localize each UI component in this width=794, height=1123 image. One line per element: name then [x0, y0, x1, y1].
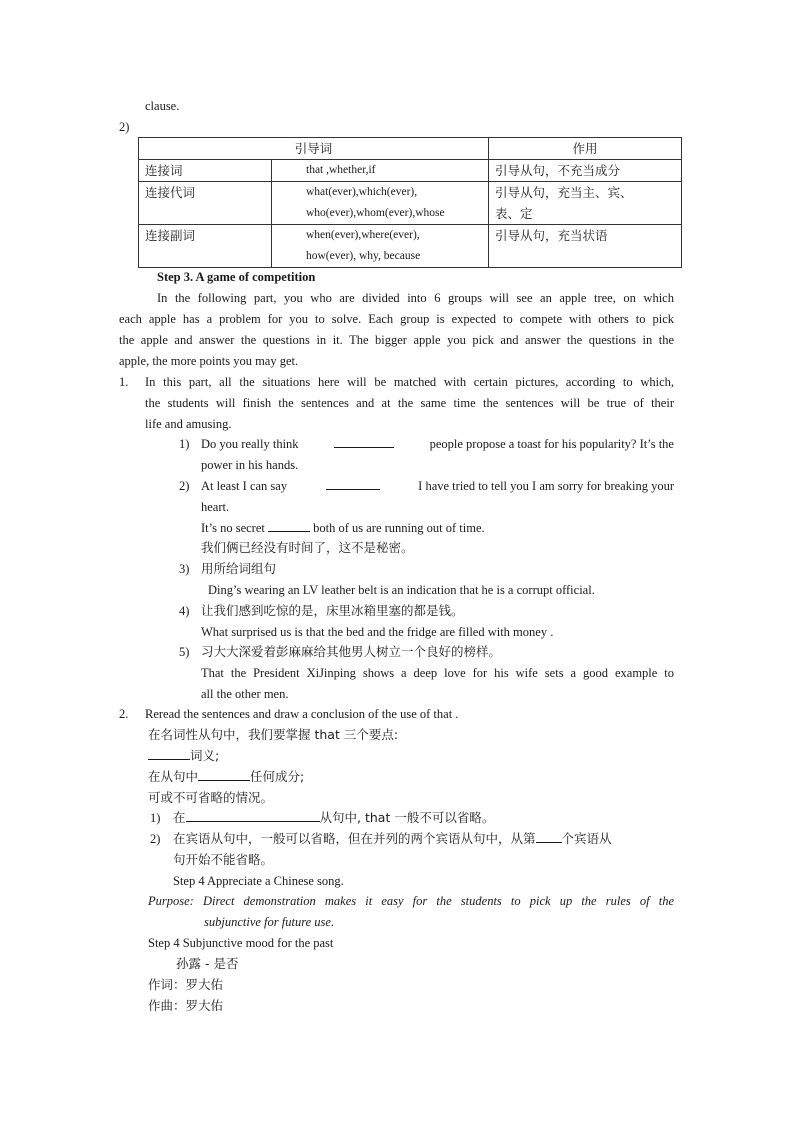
sub4-number: 4) — [179, 604, 190, 618]
item2-number: 2. — [119, 707, 129, 721]
sub1-number: 1) — [179, 437, 190, 451]
rule2-text-after: 个宾语从 — [561, 831, 612, 846]
point1-line — [148, 746, 219, 766]
sub4-english: What surprised us is that the bed and the fridge are filled with money . — [201, 625, 554, 639]
table-header-cell: 作用 — [489, 138, 682, 160]
rule2-blank[interactable] — [536, 829, 562, 843]
item1-line: life and amusing. — [145, 417, 232, 431]
table-cell-line: how(ever), why, because — [306, 250, 421, 262]
item1-line: In this part, all the situations here will be matched with certain pictures, according to which, — [145, 375, 674, 389]
rule1-line — [173, 808, 494, 828]
step3-title: Step 3. A game of competition — [157, 270, 316, 284]
clause-text: clause. — [145, 99, 180, 113]
step3-line: In the following part, you who are divided into 6 groups will see an apple tree, on which — [157, 291, 674, 305]
song-title: 孙露 - 是否 — [176, 956, 239, 971]
point2-blank[interactable] — [198, 767, 250, 781]
item2-summary: 在名词性从句中，我们要掌握 that 三个要点: — [148, 727, 399, 742]
point2-text-before: 在从句中 — [148, 769, 199, 784]
sub4-chinese: 让我们感到吃惊的是，床里冰箱里塞的都是钱。 — [201, 603, 464, 618]
sub2-cont: heart. — [201, 500, 230, 514]
sub5-number: 5) — [179, 645, 190, 659]
step3-line: the apple and answer the questions in it. The bigger apple you pick and answer the questions in the — [119, 333, 674, 347]
sub2-line — [201, 476, 674, 496]
item2-text: Reread the sentences and draw a conclusion of the use of that . — [145, 707, 459, 721]
table-cell-role — [489, 182, 682, 225]
table-row — [139, 182, 682, 225]
table-cell-words — [272, 225, 489, 268]
step3-line: each apple has a problem for you to solve. Each group is expected to compete with others to pick — [119, 312, 674, 326]
rule1-text-before: 在 — [173, 810, 186, 825]
table-cell-words — [272, 182, 489, 225]
rule1-blank[interactable] — [186, 808, 320, 822]
item1-number: 1. — [119, 375, 129, 389]
sub3-english: Ding’s wearing an LV leather belt is an indication that he is a corrupt official. — [208, 583, 595, 597]
point2-line — [148, 767, 304, 787]
sub2-number: 2) — [179, 479, 190, 493]
table-cell-role: 引导从句，不充当成分 — [489, 160, 682, 182]
table-row — [139, 225, 682, 268]
song-lyricist: 作词：罗大佑 — [148, 977, 224, 992]
item1-line: the students will finish the sentences and at the same time the sentences will be true of their — [145, 396, 674, 410]
item-2-label: 2) — [119, 120, 130, 134]
point1-blank[interactable] — [148, 746, 190, 760]
table-row — [139, 160, 682, 182]
sub3-chinese: 用所给词组句 — [201, 561, 277, 576]
sub2-text-before: At least I can say — [201, 479, 288, 493]
table-cell-role: 引导从句，充当状语 — [489, 225, 682, 268]
sub2-blank[interactable] — [326, 476, 380, 490]
sub5-english: That the President XiJinping shows a deep love for his wife sets a good example to — [201, 666, 674, 680]
rule2-line — [173, 829, 612, 849]
rule2-cont: 句开始不能省略。 — [173, 852, 274, 867]
table-cell-words: that ,whether,if — [272, 160, 489, 182]
sub1-line — [201, 434, 674, 454]
sub2b-text-after: both of us are running out of time. — [313, 521, 485, 535]
table-cell-line: 表、定 — [495, 206, 533, 221]
step3-line: apple, the more points you may get. — [119, 354, 299, 368]
rule2-text-before: 在宾语从句中，一般可以省略，但在并列的两个宾语从句中，从第 — [173, 831, 536, 846]
sub1-text-after: people propose a toast for his popularity? It’s the — [429, 437, 674, 451]
table-header-row — [139, 138, 682, 160]
table-cell-type: 连接词 — [139, 160, 272, 182]
sub1-blank[interactable] — [334, 434, 394, 448]
rule1-text-after: 从句中, that 一般不可以省略。 — [319, 810, 495, 825]
table-header-cell: 引导词 — [139, 138, 489, 160]
table-cell-type: 连接副词 — [139, 225, 272, 268]
rule2-number: 2) — [150, 832, 161, 846]
table-cell-line: 引导从句，充当主、宾、 — [495, 185, 633, 200]
purpose-line: Purpose: Direct demonstration makes it easy for the students to pick up the rules of the — [148, 894, 674, 908]
rule1-number: 1) — [150, 811, 161, 825]
sub3-number: 3) — [179, 562, 190, 576]
song-composer: 作曲：罗大佑 — [148, 998, 224, 1013]
sub2b-line — [201, 518, 485, 538]
point1-text: 词义; — [190, 748, 220, 763]
point2-text-after: 任何成分; — [250, 769, 305, 784]
point3-text: 可或不可省略的情况。 — [148, 790, 274, 805]
sub1-cont: power in his hands. — [201, 458, 299, 472]
sub5-english-cont: all the other men. — [201, 687, 289, 701]
sub1-text-before: Do you really think — [201, 437, 299, 451]
connector-table — [138, 137, 682, 268]
sub2-text-after: I have tried to tell you I am sorry for breaking your — [418, 479, 674, 493]
step4-song-title: Step 4 Appreciate a Chinese song. — [173, 874, 344, 888]
table-cell-line: when(ever),where(ever), — [306, 229, 420, 241]
step4-subjunctive-title: Step 4 Subjunctive mood for the past — [148, 936, 334, 950]
sub2b-text-before: It’s no secret — [201, 521, 265, 535]
table-cell-type: 连接代词 — [139, 182, 272, 225]
purpose-line-cont: subjunctive for future use. — [204, 915, 335, 929]
sub2c-chinese: 我们俩已经没有时间了，这不是秘密。 — [201, 540, 414, 555]
sub5-chinese: 习大大深爱着彭麻麻给其他男人树立一个良好的榜样。 — [201, 644, 502, 659]
sub2b-blank[interactable] — [268, 518, 310, 532]
table-cell-line: what(ever),which(ever), — [306, 186, 418, 198]
table-cell-line: who(ever),whom(ever),whose — [306, 207, 445, 219]
